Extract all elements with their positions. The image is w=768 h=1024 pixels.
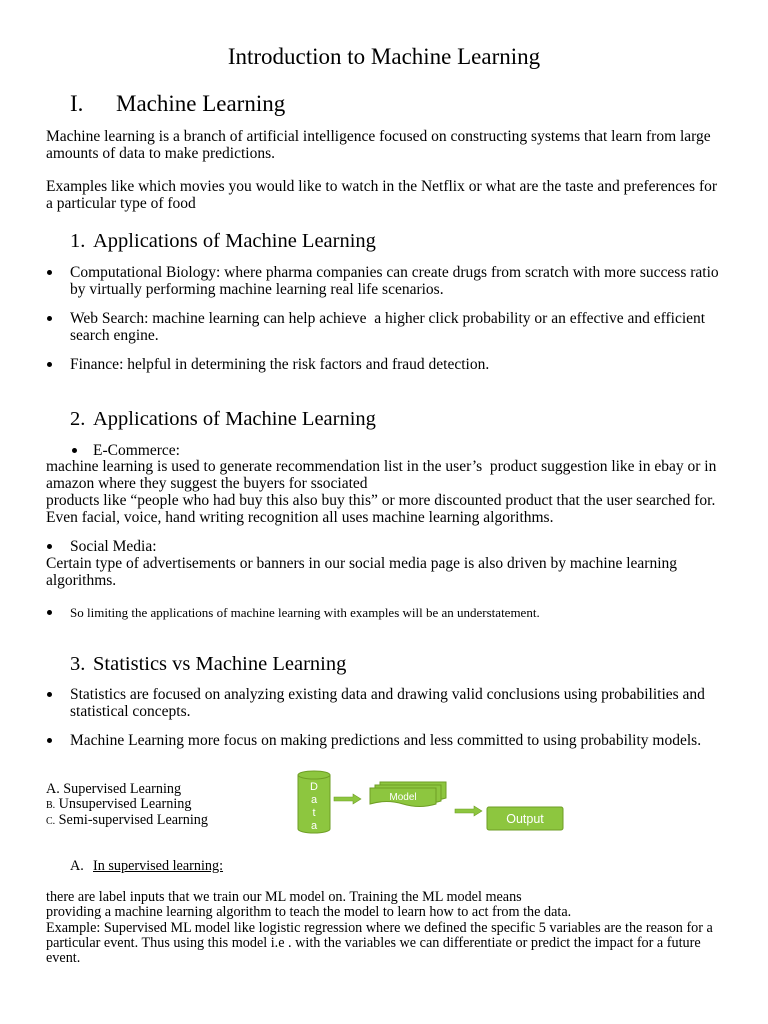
social-media-item — [46, 538, 723, 555]
list-item — [46, 356, 723, 373]
bullet-marker — [47, 362, 52, 367]
paragraph: Certain type of advertisements or banners in our social media page is also driven by machine learning algorithms. — [46, 555, 681, 589]
list-item — [46, 797, 276, 813]
section-heading: Machine Learning — [116, 91, 286, 116]
ml-pipeline-diagram — [290, 764, 570, 840]
subsection-heading-row — [0, 652, 768, 676]
list-item-text: Computational Biology: where pharma companies can create drugs from scratch with more success ratio by virtually performing machine learning real life scenarios. — [70, 264, 723, 298]
list-item — [46, 782, 276, 797]
learning-types-list — [46, 782, 276, 829]
paragraph-line: providing a machine learning algorithm to teach the model to learn how to act from the data. — [46, 904, 572, 921]
bullet-marker — [47, 692, 52, 697]
paragraph-line: there are label inputs that we train our ML model on. Training the ML model means — [46, 889, 522, 905]
subsection-number: 3. — [70, 653, 86, 675]
supervised-marker: A. — [70, 858, 84, 874]
ecommerce-description — [46, 458, 723, 526]
bullet-marker — [47, 738, 52, 743]
ecommerce-item — [46, 442, 723, 459]
data-label: Data — [308, 781, 320, 833]
paragraph: machine learning is used to generate recommendation list in the user’s product suggestion like in ebay or in amazon where they suggest the buyers for ssociated — [46, 458, 721, 492]
list-item-label: Semi-supervised Learning — [58, 812, 208, 828]
bullet-marker — [47, 316, 52, 321]
ecommerce-label: E-Commerce: — [93, 442, 180, 459]
arrow-model-to-output — [455, 806, 482, 816]
subsection-heading: Applications of Machine Learning — [93, 408, 376, 430]
bullet-marker — [47, 610, 52, 615]
supervised-heading-row — [0, 858, 768, 875]
list-marker: A. — [46, 781, 60, 797]
paragraph: Example: Supervised ML model like logistic regression where we defined the specific 5 variables are the reason for a particular event. Thus using this model i.e . with the variables we can differentiate or predict the impact for a future event. — [46, 919, 717, 967]
output-label: Output — [506, 812, 544, 826]
subsection-number: 2. — [70, 408, 86, 430]
bullet-marker — [47, 544, 52, 549]
list-item-text: Web Search: machine learning can help achieve a higher click probability or an effective and efficient search engine. — [70, 310, 709, 344]
list-marker: C. — [46, 816, 56, 827]
subsection-heading-row — [0, 229, 768, 253]
document-title: Introduction to Machine Learning — [227, 44, 541, 69]
list-item — [46, 686, 723, 720]
subsection-heading-row — [0, 407, 768, 431]
arrow-data-to-model — [334, 794, 361, 804]
list-item-text: So limiting the applications of machine learning with examples will be an understatement. — [70, 605, 540, 620]
list-item-text: Statistics are focused on analyzing existing data and drawing valid conclusions using probabilities and statistical concepts. — [70, 686, 709, 720]
supervised-heading: In supervised learning: — [93, 858, 224, 874]
list-item — [46, 605, 723, 620]
paragraph: products like “people who had buy this also buy this” or more discounted product that the user searched for. Even facial, voice, hand writing recognition all uses machine learning algorithms. — [46, 492, 720, 526]
list-item — [46, 732, 723, 749]
subsection-heading: Statistics vs Machine Learning — [93, 653, 347, 675]
subsection-heading: Applications of Machine Learning — [93, 230, 376, 252]
subsection-number: 1. — [70, 230, 86, 252]
paragraph: Machine learning is a branch of artificial intelligence focused on constructing systems that learn from large amounts of data to make predictions. — [46, 128, 715, 162]
data-cylinder-top — [298, 771, 330, 779]
list-item-label: Unsupervised Learning — [58, 796, 192, 812]
paragraph: Examples like which movies you would like to watch in the Netflix or what are the taste and preferences for a particular type of food — [46, 178, 721, 212]
social-media-label: Social Media: — [70, 538, 157, 555]
section-heading-row — [0, 90, 768, 117]
list-item-label: Supervised Learning — [63, 781, 182, 797]
model-label: Model — [389, 792, 417, 803]
list-item-text: Finance: helpful in determining the risk factors and fraud detection. — [70, 356, 490, 373]
supervised-description — [46, 890, 723, 966]
list-marker: B. — [46, 800, 56, 811]
list-item-text: Machine Learning more focus on making predictions and less committed to using probability models. — [70, 732, 702, 749]
bullet-marker — [47, 270, 52, 275]
list-item — [46, 813, 276, 829]
bullet-marker — [72, 448, 77, 453]
list-item — [46, 310, 723, 344]
section-number: I. — [70, 91, 84, 116]
list-item — [46, 264, 723, 298]
